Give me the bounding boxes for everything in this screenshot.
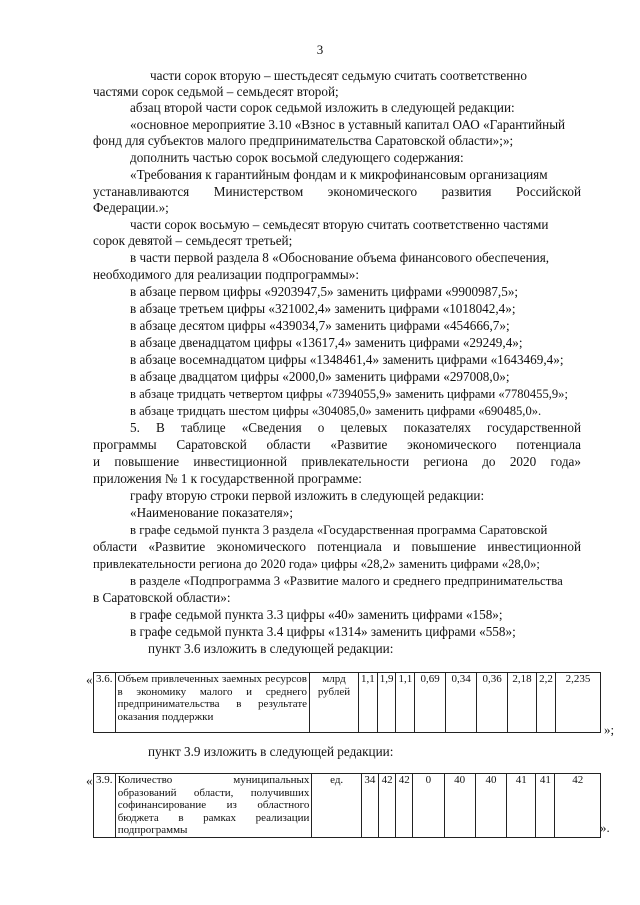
value-cell: 0 bbox=[413, 774, 444, 838]
value-cell: 0,34 bbox=[446, 673, 477, 733]
value-cell: 2,2 bbox=[537, 673, 556, 733]
unit-cell: млрд рублей bbox=[310, 673, 359, 733]
indicator-name: Объем привлеченных заемных ресурсов в экономику малого и среднего предпринимательства в результате оказания поддержки bbox=[115, 673, 310, 733]
text-line: в графе седьмой пункта 3.4 цифры «1314» заменить цифрами «558»; bbox=[130, 624, 516, 639]
text-line: графу вторую строки первой изложить в следующей редакции: bbox=[130, 488, 485, 503]
indicator-name: Количество муниципальных образований области, получивших софинансирование из областного бюджета в рамках реализации подпрограммы bbox=[115, 774, 312, 838]
value-cell: 41 bbox=[507, 774, 536, 838]
text-line: устанавливаются Министерством экономического развития Российской bbox=[93, 184, 581, 199]
text-line: области «Развитие экономического потенциала и повышение инвестиционной bbox=[93, 539, 581, 554]
text-line: сорок девятой – семьдесят третьей; bbox=[93, 233, 293, 248]
replacement-table-3-6 bbox=[93, 672, 601, 733]
text-line: в абзаце третьем цифры «321002,4» заменить цифрами «1018042,4»; bbox=[130, 301, 516, 316]
text-line: привлекательности региона до 2020 года» цифры «28,2» заменить цифрами «28,0»; bbox=[93, 557, 540, 571]
replacement-table-3-9 bbox=[93, 773, 601, 838]
text-line: в абзаце двадцатом цифры «2000,0» заменить цифрами «297008,0»; bbox=[130, 369, 510, 384]
text-line: в абзаце первом цифры «9203947,5» заменить цифрами «9900987,5»; bbox=[130, 284, 519, 299]
text-line: «Требования к гарантийным фондам и к микрофинансовым организациям bbox=[130, 167, 548, 182]
text-line: дополнить частью сорок восьмой следующего содержания: bbox=[130, 150, 464, 165]
text-line: в абзаце тридцать шестом цифры «304085,0» заменить цифрами «690485,0». bbox=[130, 404, 542, 418]
text-line: «Наименование показателя»; bbox=[130, 505, 294, 520]
value-cell: 42 bbox=[379, 774, 396, 838]
unit-cell: ед. bbox=[312, 774, 361, 838]
value-cell: 2,235 bbox=[556, 673, 601, 733]
open-quote: « bbox=[86, 773, 93, 788]
text-line: части сорок вторую – шестьдесят седьмую считать соответственно bbox=[150, 68, 527, 83]
value-cell: 0,36 bbox=[477, 673, 508, 733]
text-line: в абзаце восемнадцатом цифры «1348461,4» заменить цифрами «1643469,4»; bbox=[130, 352, 564, 367]
text-line: в абзаце десятом цифры «439034,7» заменить цифрами «454666,7»; bbox=[130, 318, 510, 333]
value-cell: 42 bbox=[555, 774, 601, 838]
value-cell: 1,1 bbox=[358, 673, 377, 733]
value-cell: 34 bbox=[361, 774, 378, 838]
text-line: пункт 3.9 изложить в следующей редакции: bbox=[148, 744, 394, 759]
table-row bbox=[94, 673, 601, 733]
value-cell: 42 bbox=[396, 774, 413, 838]
text-line: в части первой раздела 8 «Обоснование объема финансового обеспечения, bbox=[130, 250, 550, 265]
text-line: программы Саратовской области «Развитие экономического потенциала bbox=[93, 437, 581, 452]
text-line: фонд для субъектов малого предпринимательства Саратовской области»;»; bbox=[93, 133, 514, 148]
text-line: в абзаце двенадцатом цифры «13617,4» заменить цифрами «29249,4»; bbox=[130, 335, 523, 350]
text-line: пункт 3.6 изложить в следующей редакции: bbox=[148, 641, 394, 656]
text-line: в разделе «Подпрограмма 3 «Развитие малого и среднего предпринимательства bbox=[130, 574, 563, 588]
text-line: 5. В таблице «Сведения о целевых показателях государственной bbox=[130, 420, 581, 435]
text-line: части сорок восьмую – семьдесят вторую считать соответственно частями bbox=[130, 217, 549, 232]
value-cell: 40 bbox=[444, 774, 475, 838]
open-quote: « bbox=[86, 672, 93, 687]
text-line: в абзаце тридцать четвертом цифры «7394055,9» заменить цифрами «7780455,9»; bbox=[130, 387, 568, 401]
value-cell: 0,69 bbox=[415, 673, 446, 733]
table-row bbox=[94, 774, 601, 838]
close-quote: ». bbox=[600, 820, 610, 835]
close-quote: »; bbox=[604, 722, 615, 737]
text-line: «основное мероприятие 3.10 «Взнос в уставный капитал ОАО «Гарантийный bbox=[130, 117, 566, 132]
value-cell: 41 bbox=[536, 774, 555, 838]
value-cell: 40 bbox=[475, 774, 506, 838]
value-cell: 1,1 bbox=[396, 673, 415, 733]
text-line: и повышение инвестиционной привлекательности региона до 2020 года» bbox=[93, 454, 581, 469]
text-line: частями сорок седьмой – семьдесят второй; bbox=[93, 84, 339, 99]
value-cell: 1,9 bbox=[377, 673, 396, 733]
text-line: в графе седьмой пункта 3.3 цифры «40» заменить цифрами «158»; bbox=[130, 607, 503, 622]
text-line: абзац второй части сорок седьмой изложить в следующей редакции: bbox=[130, 100, 515, 115]
item-number: 3.9. bbox=[94, 774, 116, 838]
text-line: необходимого для реализации подпрограммы»: bbox=[93, 267, 359, 282]
text-line: приложения № 1 к государственной программе: bbox=[93, 471, 362, 486]
text-line: Федерации.»; bbox=[93, 200, 169, 215]
item-number: 3.6. bbox=[94, 673, 116, 733]
page-number: 3 bbox=[316, 42, 324, 57]
value-cell: 2,18 bbox=[508, 673, 537, 733]
text-line: в Саратовской области»: bbox=[93, 590, 231, 605]
text-line: в графе седьмой пункта 3 раздела «Государственная программа Саратовской bbox=[130, 523, 548, 537]
